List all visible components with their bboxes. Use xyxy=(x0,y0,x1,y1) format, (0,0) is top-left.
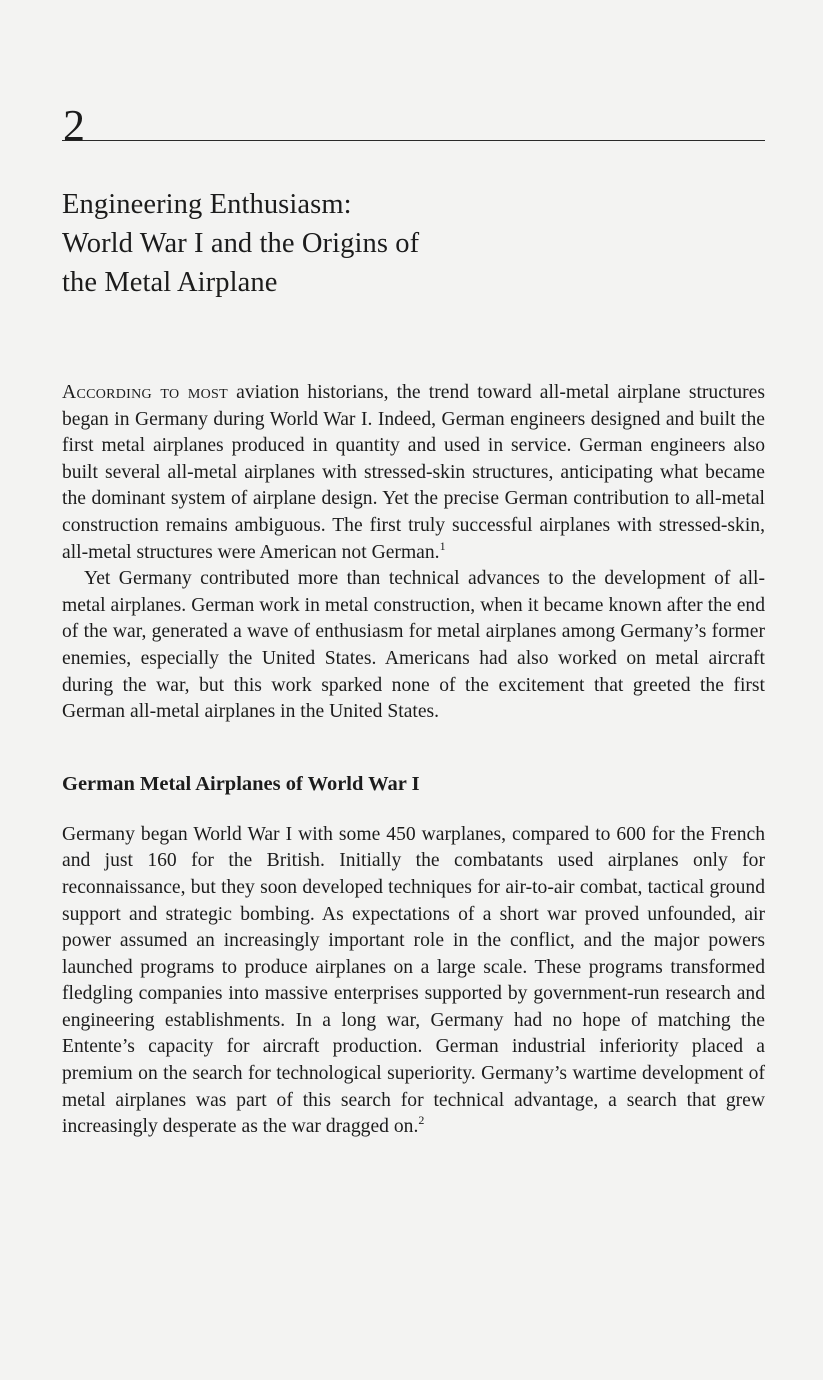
footnote-ref: 1 xyxy=(439,538,446,553)
footnote-ref: 2 xyxy=(418,1113,425,1128)
body-paragraph xyxy=(62,822,765,1141)
section-heading: German Metal Airplanes of World War I xyxy=(62,772,420,795)
body-paragraph: Yet Germany contributed more than technical advances to the development of all-metal airplanes. German work in metal construction, when it became known after the end of the war, generated a wave of enthusiasm for metal airplanes among Germany’s former enemies, especially the United States. Americans had also worked on metal aircraft during the war, but this work sparked none of the excitement that greeted the first German all-metal airplanes in the United States. xyxy=(62,568,765,723)
intro-paragraph xyxy=(62,380,765,566)
intro-section xyxy=(62,380,765,726)
chapter-title-line: Engineering Enthusiasm: xyxy=(62,189,352,220)
lead-in-small-caps: According to most xyxy=(62,382,228,403)
body-paragraph-text: Germany began World War I with some 450 warplanes, compared to 600 for the French and just 160 for the British. Initially the combatants used airplanes only for reconnaissance, but they soon developed techniques for air-to-air combat, tactical ground support and strategic bombing. As expectations of a short war proved unfounded, air power assumed an increasingly important role in the conflict, and the major powers launched programs to produce airplanes on a large scale. These programs transformed fledgling companies into massive enterprises supported by government-run research and engineering establishments. In a long war, Germany had no hope of matching the Entente’s capacity for aircraft production. German industrial inferiority placed a premium on the search for technological superiority. Germany’s wartime development of metal airplanes was part of this search for technical advantage, a search that grew increasingly desperate as the war dragged on. xyxy=(62,823,765,1138)
chapter-rule xyxy=(62,140,765,141)
chapter-title-line: World War I and the Origins of xyxy=(62,228,420,259)
intro-paragraph-text: aviation historians, the trend toward all-metal airplane structures began in Germany during World War I. Indeed, German engineers designed and built the first metal airplanes produced in quantity and used in service. German engineers also built several all-metal airplanes with stressed-skin structures, anticipating what became the dominant system of airplane design. Yet the precise German contribution to all-metal construction remains ambiguous. The first truly successful airplanes with stressed-skin, all-metal structures were American not German. xyxy=(62,382,765,563)
chapter-title xyxy=(62,185,765,302)
chapter-number: 2 xyxy=(63,101,85,150)
page-content xyxy=(62,100,765,1141)
section-body xyxy=(62,822,765,1141)
chapter-title-line: the Metal Airplane xyxy=(62,267,278,298)
